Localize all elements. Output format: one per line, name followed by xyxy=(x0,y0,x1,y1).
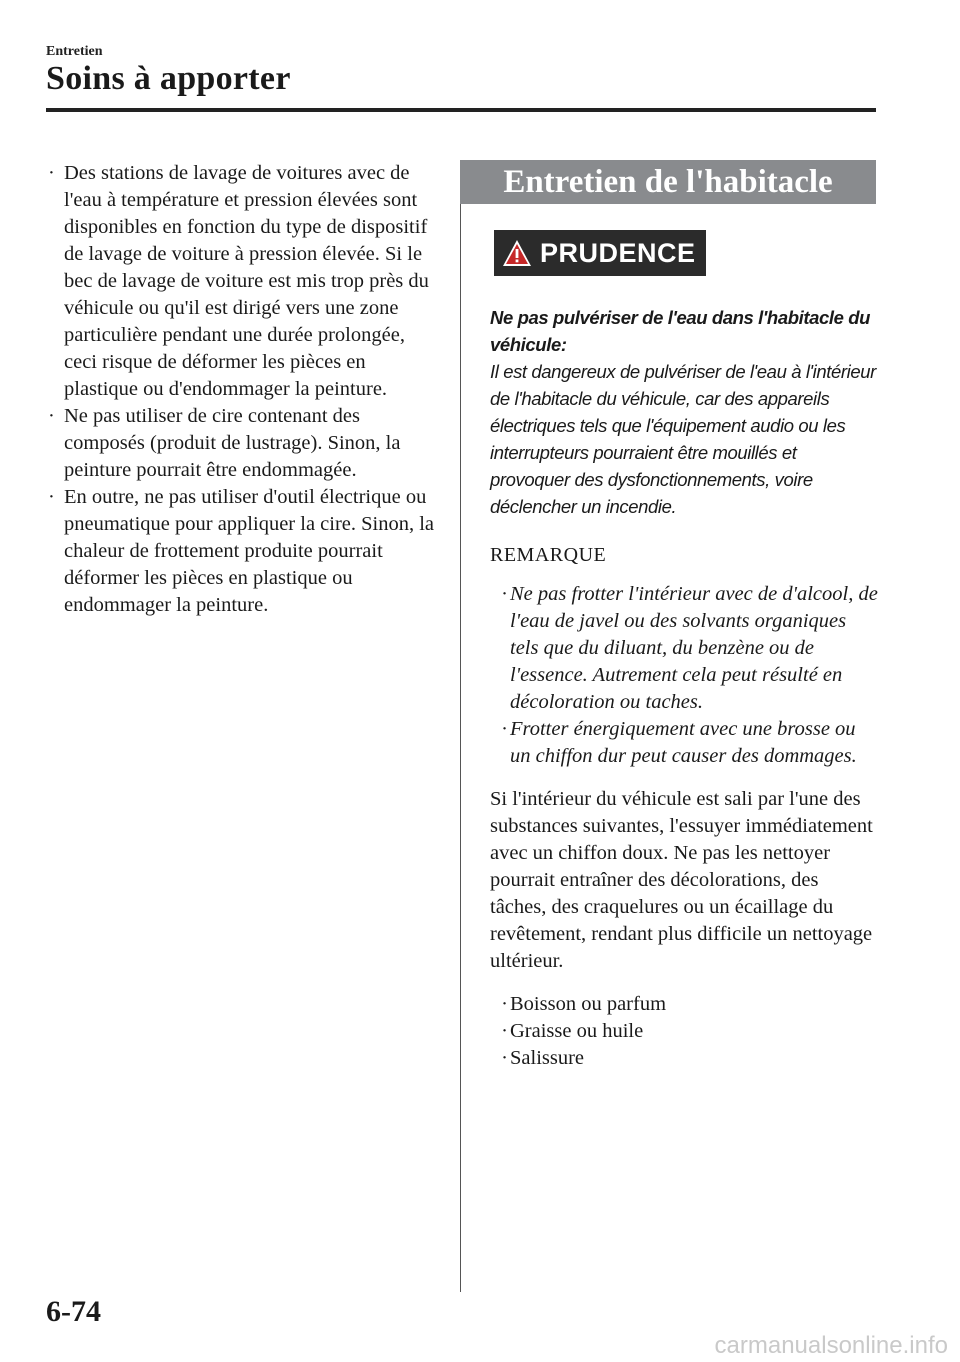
substances-list xyxy=(490,991,878,1072)
section-title: Entretien de l'habitacle xyxy=(460,160,876,204)
bullet-text: Frotter énergiquement avec une brosse ou un chiffon dur peut causer des dommages. xyxy=(510,718,857,767)
bullet-text: Ne pas frotter l'intérieur avec de d'alcool, de l'eau de javel ou des solvants organiques tels que du diluant, du benzène ou de l'essence. Autrement cela peut résulté en décoloration ou taches. xyxy=(510,583,878,713)
bullet-dot-icon: · xyxy=(501,1047,508,1069)
bullet-dot-icon: · xyxy=(501,583,508,605)
list-item xyxy=(48,484,438,619)
page-number: 6-74 xyxy=(46,1295,101,1328)
list-item xyxy=(490,581,878,716)
page-title: Soins à apporter xyxy=(46,60,291,97)
remarque-list xyxy=(490,581,878,770)
bullet-dot-icon: · xyxy=(501,993,508,1015)
caution-badge xyxy=(494,230,706,276)
warning-triangle-icon xyxy=(502,239,532,267)
list-item xyxy=(490,1045,878,1072)
body-paragraph: Si l'intérieur du véhicule est sali par l'une des substances suivantes, l'essuyer immédiatement avec un chiffon doux. Ne pas les nettoyer pourrait entraîner des décolorations, des tâches, des craquelures ou un écaillage du revêtement, rendant plus difficile un nettoyage ultérieur. xyxy=(490,788,873,972)
header-rule xyxy=(46,108,876,112)
caution-body: Il est dangereux de pulvériser de l'eau à l'intérieur de l'habitacle du véhicule, car des appareils électriques tels que l'équipement audio ou les interrupteurs pourraient être mouillés et provoquer des dysfonctionnements, voire déclencher un incendie. xyxy=(490,361,876,517)
bullet-dot-icon: · xyxy=(501,718,508,740)
list-item xyxy=(48,403,438,484)
left-column xyxy=(48,160,438,619)
bullet-text: Ne pas utiliser de cire contenant des composés (produit de lustrage). Sinon, la peinture pourrait être endommagée. xyxy=(64,405,401,481)
right-column xyxy=(490,160,878,1072)
bullet-dot-icon: · xyxy=(48,162,55,184)
bullet-text: En outre, ne pas utiliser d'outil électrique ou pneumatique pour appliquer la cire. Sinon, la chaleur de frottement produite pourrait déformer les pièces en plastique ou endommager la peinture. xyxy=(64,486,435,616)
bullet-text: Des stations de lavage de voitures avec de l'eau à température et pression élevées sont disponibles en fonction du type de dispositif de lavage de voiture à pression élevée. Si le bec de lavage de voiture est mis trop près du véhicule ou qu'il est dirigé vers une zone particulière pendant une durée prolongée, ceci risque de déformer les pièces en plastique ou d'endommager la peinture. xyxy=(64,162,429,400)
header-section: Entretien xyxy=(46,44,103,59)
bullet-dot-icon: · xyxy=(501,1020,508,1042)
bullet-dot-icon: · xyxy=(48,486,55,508)
bullet-text: Boisson ou parfum xyxy=(510,993,667,1015)
list-item xyxy=(48,160,438,403)
caution-label: PRUDENCE xyxy=(540,237,696,268)
bullet-text: Graisse ou huile xyxy=(510,1020,644,1042)
watermark: carmanualsonline.info xyxy=(714,1332,948,1359)
remarque-label: REMARQUE xyxy=(490,544,607,566)
list-item xyxy=(490,716,878,770)
list-item xyxy=(490,991,878,1018)
column-divider xyxy=(460,160,461,1292)
bullet-dot-icon: · xyxy=(48,405,55,427)
bullet-text: Salissure xyxy=(510,1047,585,1069)
list-item xyxy=(490,1018,878,1045)
caution-heading: Ne pas pulvériser de l'eau dans l'habitacle du véhicule: xyxy=(490,307,871,355)
